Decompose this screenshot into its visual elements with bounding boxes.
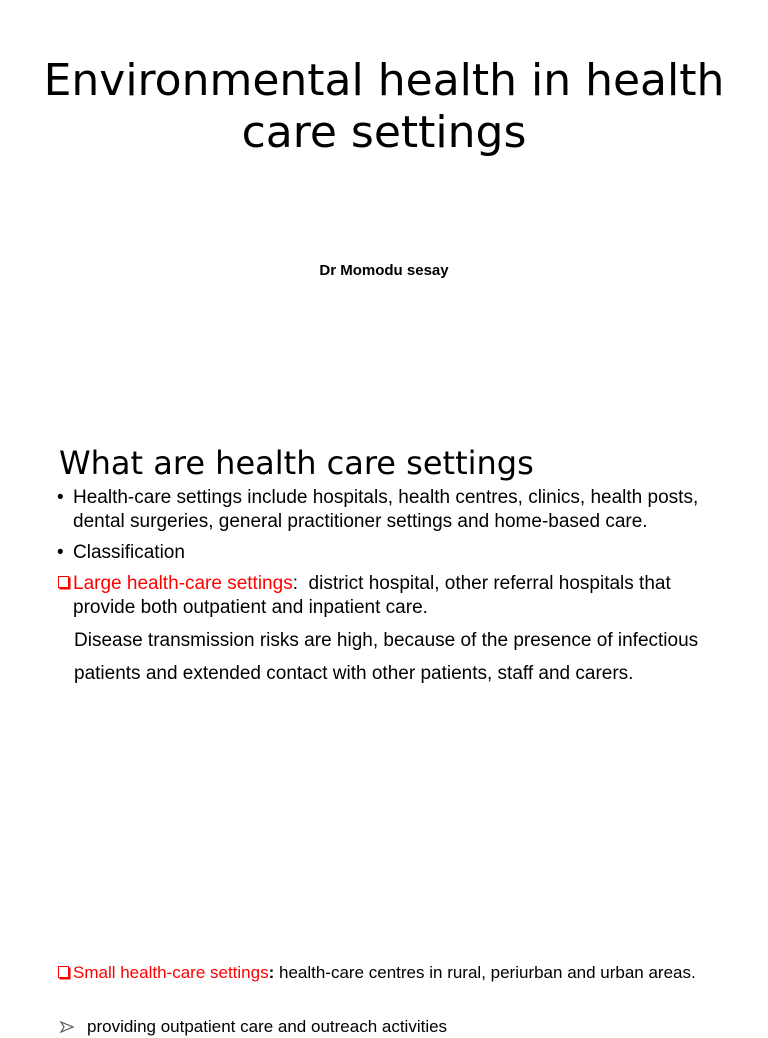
- large-settings-separator: :: [292, 573, 298, 594]
- author-name: Dr Momodu sesay: [319, 262, 449, 279]
- bullet-text: Health-care settings include hospitals, health centres, clinics, health posts, dental surgeries, general practitioner settings and home-based care.: [73, 487, 699, 532]
- sub-item-text: providing outpatient care and outreach activities: [87, 1017, 448, 1036]
- bullet-item: [57, 541, 717, 565]
- title-slide: [0, 0, 768, 384]
- small-settings-text: health-care centres in rural, periurban and urban areas.: [274, 963, 696, 982]
- small-settings-label: Small health-care settings: [73, 963, 269, 982]
- small-settings-item: [57, 962, 733, 984]
- checkbox-bullet-icon: [58, 576, 69, 588]
- disease-risk-paragraph: Disease transmission risks are high, because of the presence of infectious patients and extended contact with other patients, staff and carers.: [74, 630, 699, 684]
- small-settings-separator: :: [268, 963, 275, 982]
- bullet-icon: •: [57, 487, 64, 508]
- slide-title: What are health care settings: [59, 444, 534, 482]
- large-settings-label: Large health-care settings: [73, 573, 293, 594]
- checkbox-bullet-icon: [58, 966, 69, 978]
- bullet-item: [57, 486, 717, 534]
- bullet-text: Classification: [73, 542, 185, 563]
- bullet-icon: •: [57, 542, 64, 563]
- content-slide: [0, 430, 768, 1036]
- large-settings-text: district hospital, other referral hospitals that provide both outpatient and inpatient care.: [73, 573, 677, 618]
- sub-item: [57, 1016, 717, 1038]
- arrow-bullet-icon: [60, 1020, 74, 1034]
- presentation-title: Environmental health in health care settings: [43, 55, 725, 158]
- slide-body: [57, 486, 717, 690]
- large-settings-item: [57, 572, 717, 620]
